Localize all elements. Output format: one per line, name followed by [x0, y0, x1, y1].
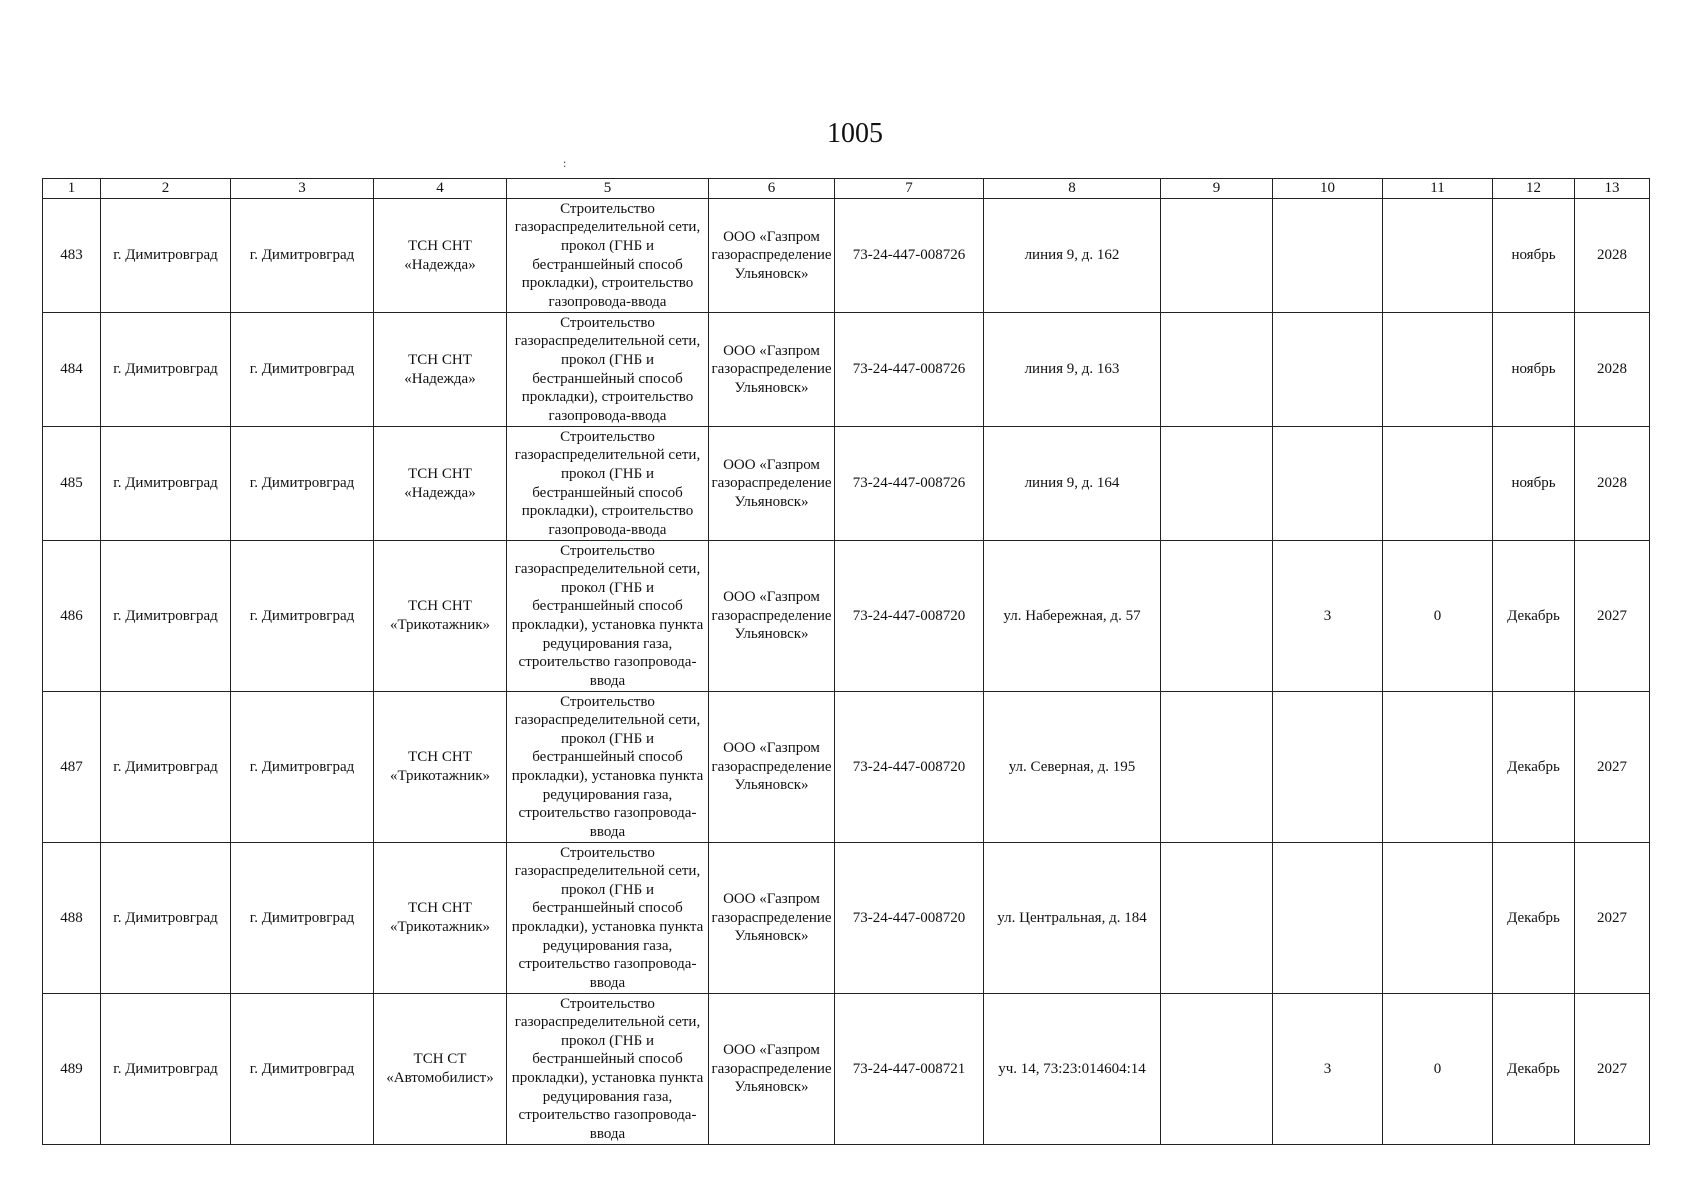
settlement-cell: г. Димитровград [231, 994, 374, 1145]
header-cell: 12 [1493, 179, 1575, 199]
year-cell: 2028 [1575, 427, 1650, 541]
col11-cell [1383, 843, 1493, 994]
settlement-cell: г. Димитровград [231, 427, 374, 541]
code-cell: 73-24-447-008721 [835, 994, 984, 1145]
col11-cell [1383, 427, 1493, 541]
row-number: 487 [43, 692, 101, 843]
header-cell: 9 [1161, 179, 1273, 199]
col9-cell [1161, 994, 1273, 1145]
object-cell: ТСН СНТ «Надежда» [374, 199, 507, 313]
work-description-cell: Строительство газораспределительной сети, прокол (ГНБ и бестраншейный способ прокладки), установка пункта редуцирования газа, строительство газопровода-ввода [507, 843, 709, 994]
object-cell: ТСН СНТ «Надежда» [374, 427, 507, 541]
region-cell: г. Димитровград [101, 541, 231, 692]
year-cell: 2027 [1575, 843, 1650, 994]
col11-cell [1383, 313, 1493, 427]
object-cell: ТСН СНТ «Трикотажник» [374, 692, 507, 843]
col9-cell [1161, 692, 1273, 843]
data-table [42, 178, 1650, 1145]
col11-cell: 0 [1383, 994, 1493, 1145]
work-description-cell: Строительство газораспределительной сети, прокол (ГНБ и бестраншейный способ прокладки), установка пункта редуцирования газа, строительство газопровода-ввода [507, 692, 709, 843]
operator-cell: ООО «Газпром газораспределение Ульяновск» [709, 843, 835, 994]
region-cell: г. Димитровград [101, 692, 231, 843]
col10-cell [1273, 843, 1383, 994]
address-cell: ул. Центральная, д. 184 [984, 843, 1161, 994]
table-row [43, 427, 1650, 541]
address-cell: ул. Набережная, д. 57 [984, 541, 1161, 692]
stray-mark: : [563, 156, 567, 170]
table-row [43, 843, 1650, 994]
code-cell: 73-24-447-008726 [835, 199, 984, 313]
work-description-cell: Строительство газораспределительной сети, прокол (ГНБ и бестраншейный способ прокладки), строительство газопровода-ввода [507, 313, 709, 427]
code-cell: 73-24-447-008720 [835, 692, 984, 843]
code-cell: 73-24-447-008720 [835, 843, 984, 994]
page-number: 1005 [827, 118, 883, 149]
settlement-cell: г. Димитровград [231, 199, 374, 313]
year-cell: 2028 [1575, 313, 1650, 427]
header-cell: 2 [101, 179, 231, 199]
month-cell: Декабрь [1493, 692, 1575, 843]
work-description-cell: Строительство газораспределительной сети, прокол (ГНБ и бестраншейный способ прокладки), установка пункта редуцирования газа, строительство газопровода-ввода [507, 994, 709, 1145]
row-number: 488 [43, 843, 101, 994]
column-number-header [43, 179, 1650, 199]
col9-cell [1161, 313, 1273, 427]
region-cell: г. Димитровград [101, 313, 231, 427]
col10-cell: 3 [1273, 541, 1383, 692]
address-cell: ул. Северная, д. 195 [984, 692, 1161, 843]
address-cell: линия 9, д. 162 [984, 199, 1161, 313]
col11-cell [1383, 692, 1493, 843]
table-row [43, 994, 1650, 1145]
object-cell: ТСН СТ «Автомобилист» [374, 994, 507, 1145]
code-cell: 73-24-447-008726 [835, 427, 984, 541]
object-cell: ТСН СНТ «Трикотажник» [374, 541, 507, 692]
col10-cell [1273, 313, 1383, 427]
settlement-cell: г. Димитровград [231, 692, 374, 843]
operator-cell: ООО «Газпром газораспределение Ульяновск» [709, 199, 835, 313]
code-cell: 73-24-447-008720 [835, 541, 984, 692]
object-cell: ТСН СНТ «Надежда» [374, 313, 507, 427]
address-cell: линия 9, д. 163 [984, 313, 1161, 427]
row-number: 483 [43, 199, 101, 313]
col11-cell [1383, 199, 1493, 313]
col9-cell [1161, 199, 1273, 313]
year-cell: 2028 [1575, 199, 1650, 313]
row-number: 485 [43, 427, 101, 541]
col9-cell [1161, 843, 1273, 994]
header-cell: 5 [507, 179, 709, 199]
month-cell: ноябрь [1493, 313, 1575, 427]
table-row [43, 199, 1650, 313]
header-cell: 11 [1383, 179, 1493, 199]
table-row [43, 541, 1650, 692]
header-cell: 4 [374, 179, 507, 199]
region-cell: г. Димитровград [101, 199, 231, 313]
operator-cell: ООО «Газпром газораспределение Ульяновск» [709, 313, 835, 427]
region-cell: г. Димитровград [101, 843, 231, 994]
header-cell: 6 [709, 179, 835, 199]
col9-cell [1161, 541, 1273, 692]
settlement-cell: г. Димитровград [231, 541, 374, 692]
col10-cell [1273, 427, 1383, 541]
row-number: 489 [43, 994, 101, 1145]
operator-cell: ООО «Газпром газораспределение Ульяновск» [709, 994, 835, 1145]
col11-cell: 0 [1383, 541, 1493, 692]
region-cell: г. Димитровград [101, 994, 231, 1145]
region-cell: г. Димитровград [101, 427, 231, 541]
operator-cell: ООО «Газпром газораспределение Ульяновск» [709, 541, 835, 692]
col10-cell: 3 [1273, 994, 1383, 1145]
header-cell: 8 [984, 179, 1161, 199]
table-row [43, 313, 1650, 427]
work-description-cell: Строительство газораспределительной сети, прокол (ГНБ и бестраншейный способ прокладки), строительство газопровода-ввода [507, 427, 709, 541]
year-cell: 2027 [1575, 994, 1650, 1145]
year-cell: 2027 [1575, 692, 1650, 843]
operator-cell: ООО «Газпром газораспределение Ульяновск» [709, 692, 835, 843]
table-row [43, 692, 1650, 843]
settlement-cell: г. Димитровград [231, 313, 374, 427]
operator-cell: ООО «Газпром газораспределение Ульяновск» [709, 427, 835, 541]
col10-cell [1273, 692, 1383, 843]
header-cell: 1 [43, 179, 101, 199]
year-cell: 2027 [1575, 541, 1650, 692]
object-cell: ТСН СНТ «Трикотажник» [374, 843, 507, 994]
month-cell: Декабрь [1493, 541, 1575, 692]
work-description-cell: Строительство газораспределительной сети, прокол (ГНБ и бестраншейный способ прокладки), установка пункта редуцирования газа, строительство газопровода-ввода [507, 541, 709, 692]
settlement-cell: г. Димитровград [231, 843, 374, 994]
work-description-cell: Строительство газораспределительной сети, прокол (ГНБ и бестраншейный способ прокладки), строительство газопровода-ввода [507, 199, 709, 313]
header-cell: 10 [1273, 179, 1383, 199]
col10-cell [1273, 199, 1383, 313]
address-cell: линия 9, д. 164 [984, 427, 1161, 541]
month-cell: Декабрь [1493, 843, 1575, 994]
header-cell: 7 [835, 179, 984, 199]
month-cell: Декабрь [1493, 994, 1575, 1145]
code-cell: 73-24-447-008726 [835, 313, 984, 427]
month-cell: ноябрь [1493, 427, 1575, 541]
row-number: 484 [43, 313, 101, 427]
month-cell: ноябрь [1493, 199, 1575, 313]
header-cell: 3 [231, 179, 374, 199]
address-cell: уч. 14, 73:23:014604:14 [984, 994, 1161, 1145]
row-number: 486 [43, 541, 101, 692]
col9-cell [1161, 427, 1273, 541]
header-cell: 13 [1575, 179, 1650, 199]
